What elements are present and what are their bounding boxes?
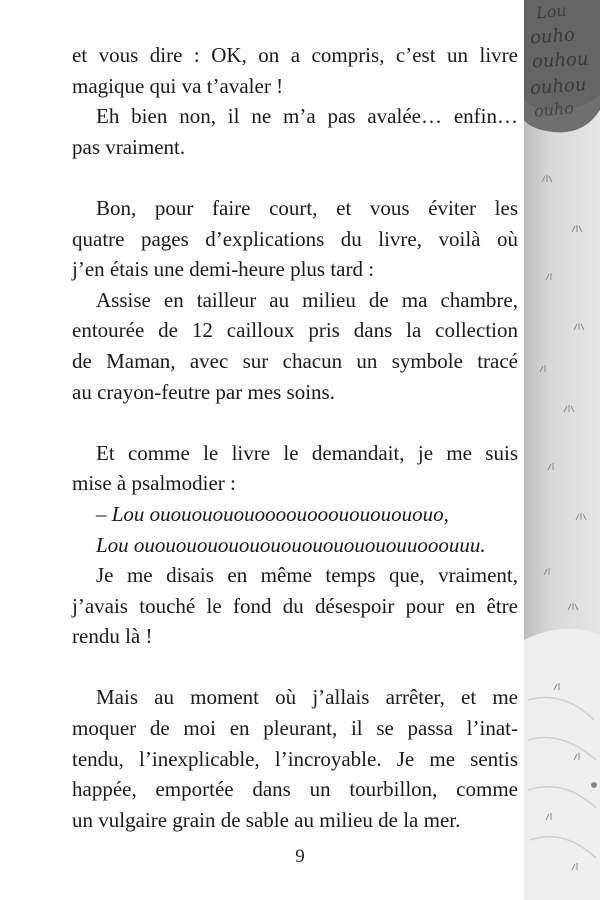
text-line: Lou ouououououououououououououuooouuu. [96,532,486,557]
paragraph [72,40,518,101]
paragraph [72,682,518,835]
strip-word: ouho [529,24,576,49]
text-line: Je me disais en même temps que, vraiment, [96,563,518,588]
text-line: Et comme le livre le demandait, je me suis [96,440,518,465]
text-line: tendu, l’inexplicable, l’incroyable. Je me sentis [72,746,518,771]
text-line: mise à psalmodier : [72,471,236,496]
paragraph-gap [72,162,518,193]
text-line: j’en étais une demi-heure plus tard : [72,257,375,282]
text-line: quatre pages d’explications du livre, voilà où [72,226,518,251]
paragraph-gap [72,652,518,683]
strip-word: Lou [535,0,568,23]
paragraph [72,285,518,407]
light-swirl-shape [524,629,600,900]
paragraph [72,560,518,652]
text-line: Assise en tailleur au milieu de ma chambre, [96,287,518,312]
text-line: moquer de moi en pleurant, il se passa l’inat- [72,716,518,741]
text-line: happée, emportée dans un tourbillon, comme [72,777,518,802]
swirl-illustration [524,0,600,900]
chant-line [72,499,518,530]
paragraph [72,101,518,162]
text-line: pas vraiment. [72,134,186,159]
text-line: Bon, pour faire court, et vous éviter les [96,195,518,220]
paragraph [72,438,518,499]
text-line: un vulgaire grain de sable au milieu de la mer. [72,807,461,832]
strip-word: ouhou [531,48,589,73]
strip-word: ouhou [529,74,588,99]
text-line: magique qui va t’avaler ! [72,73,284,98]
text-line: – Lou ouououououoooouooouououououo, [96,501,449,526]
body-text [72,40,518,835]
paragraph [72,193,518,285]
text-line: au crayon-feutre par mes soins. [72,379,335,404]
page-number: 9 [295,846,305,867]
text-line: de Maman, avec sur chacun un symbole tracé [72,348,518,373]
text-line: Eh bien non, il ne m’a pas avalée… enfin… [96,104,518,129]
text-line: et vous dire : OK, on a compris, c’est un livre [72,43,518,67]
strip-word: ouho [533,98,575,121]
illustration-strip [524,0,600,900]
text-line: entourée de 12 cailloux pris dans la collection [72,318,518,343]
text-line: Mais au moment où j’allais arrêter, et me [96,685,518,710]
text-line: j’avais touché le fond du désespoir pour en être [72,593,518,618]
paragraph-gap [72,407,518,438]
chant-line [72,530,518,561]
dot-mark [591,782,597,788]
text-line: rendu là ! [72,624,153,649]
